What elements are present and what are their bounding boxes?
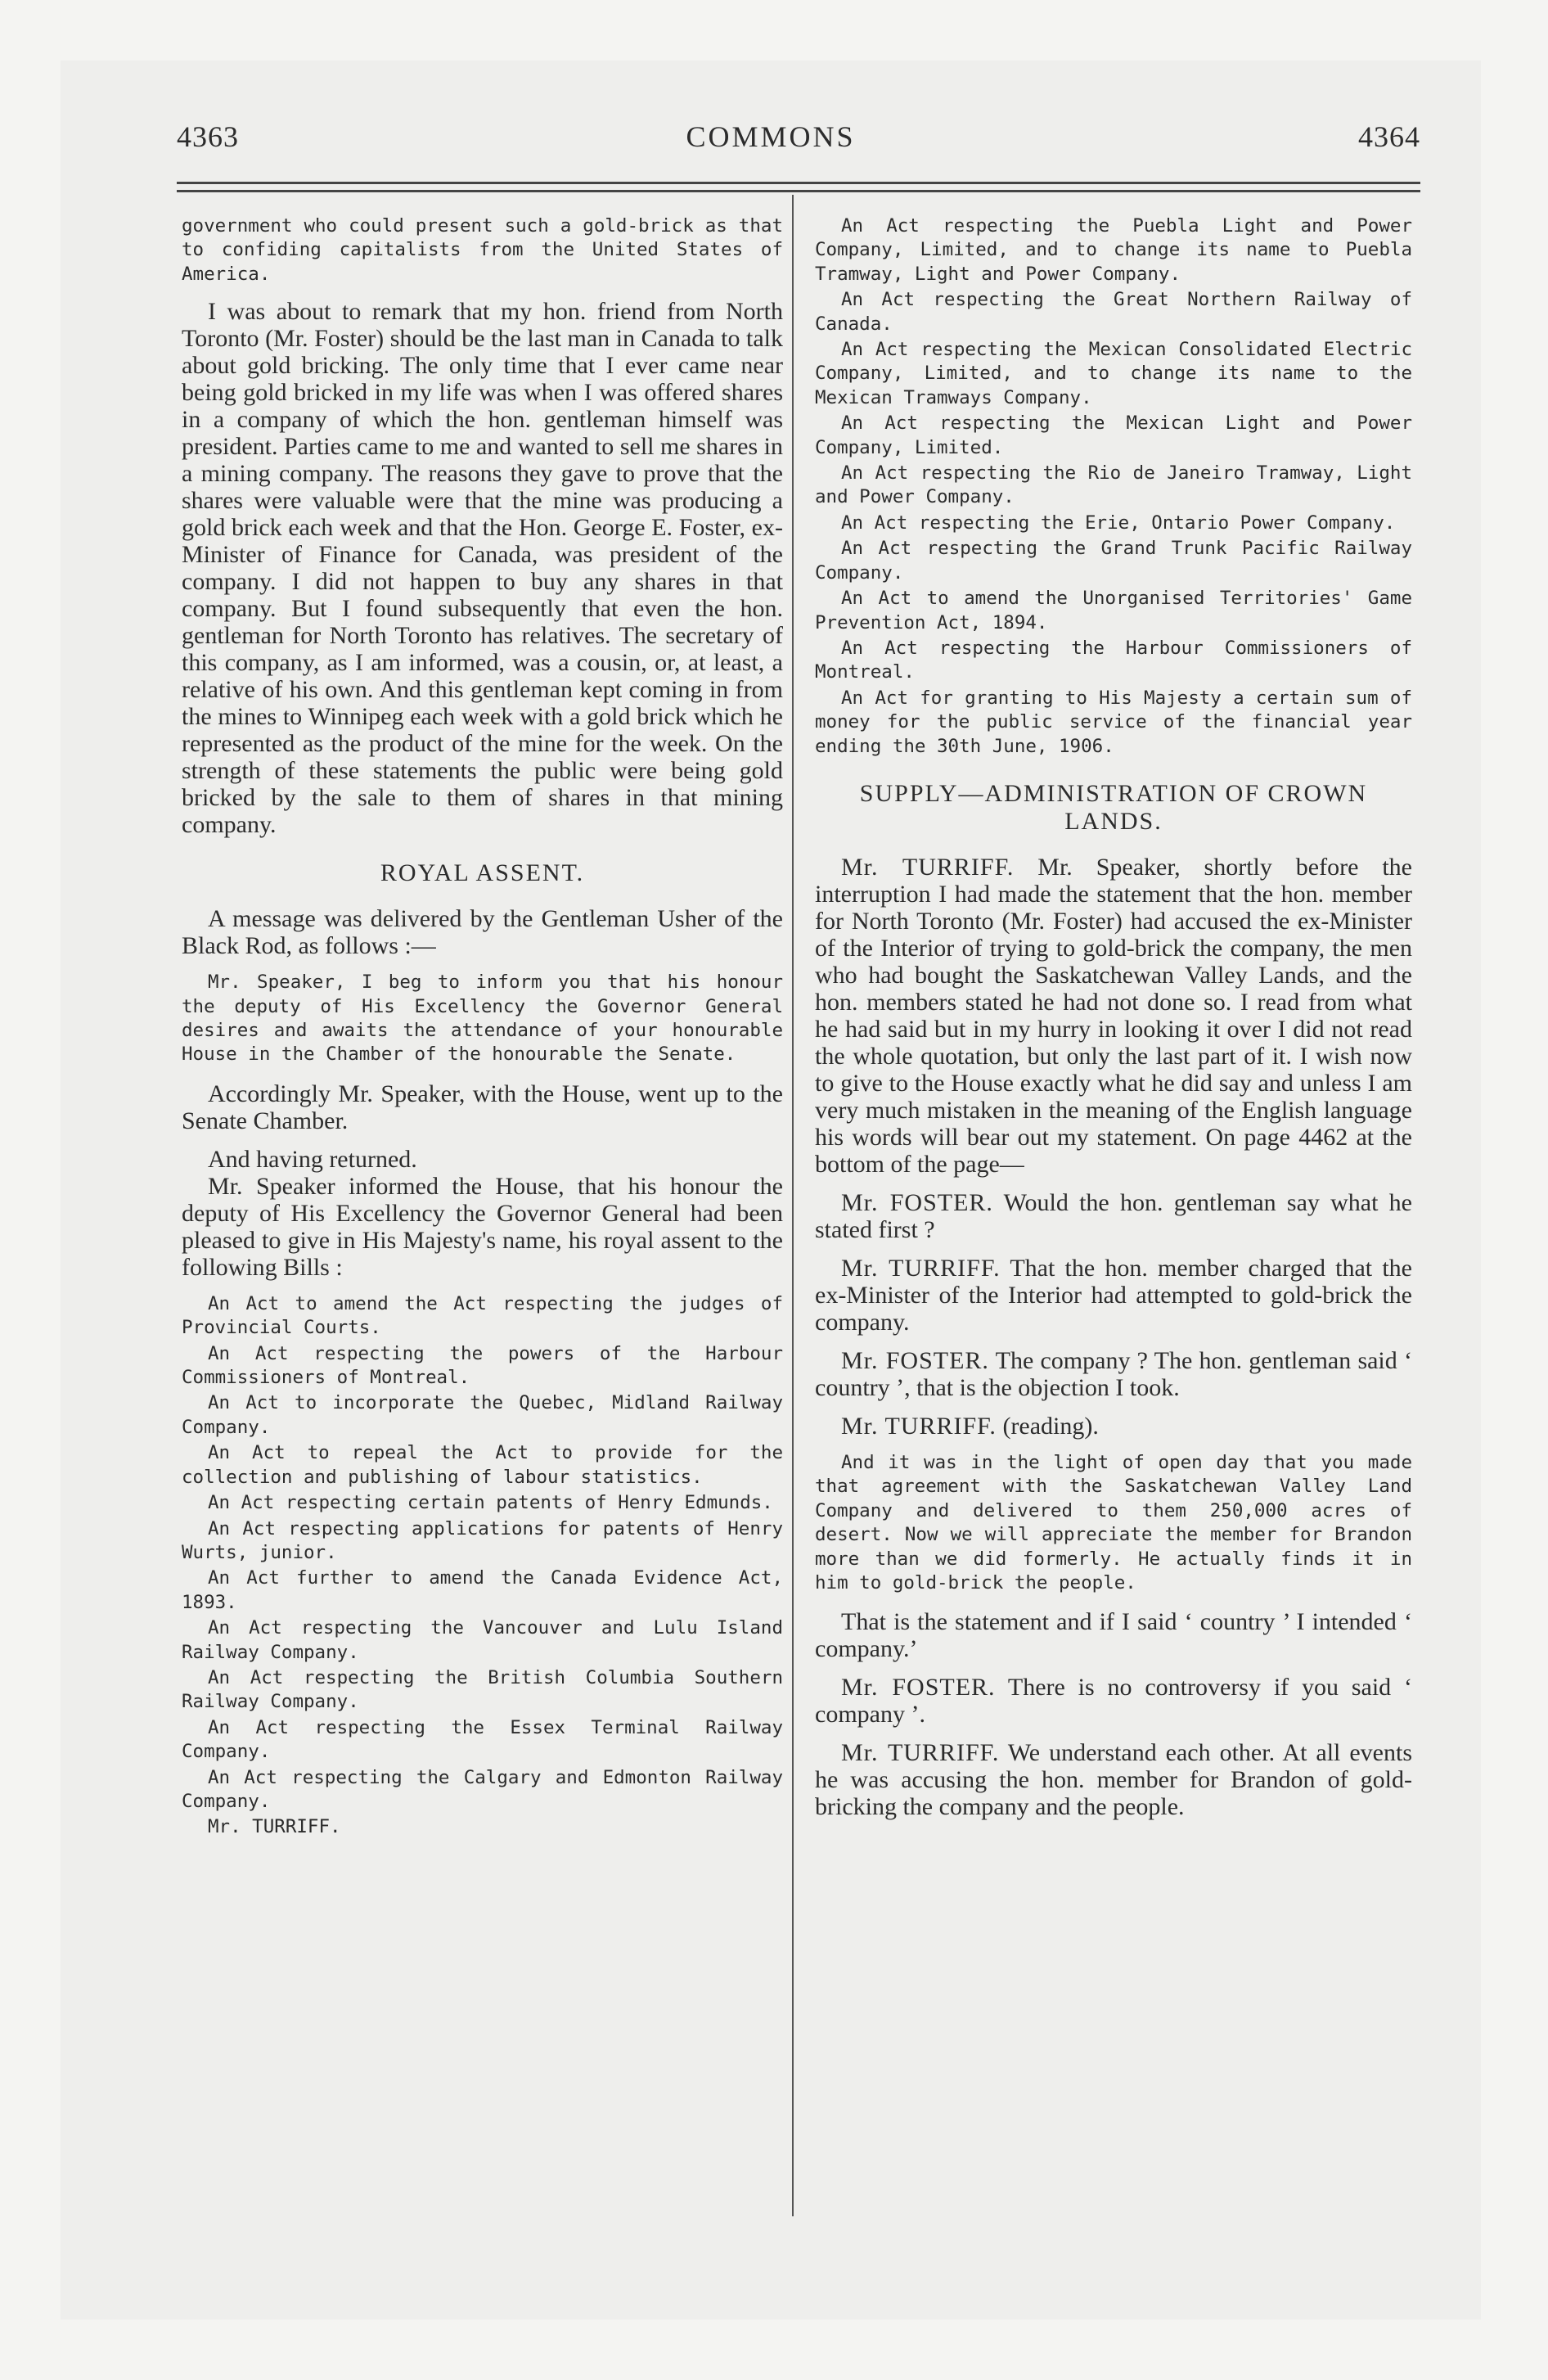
speech-text: Would the hon. gentleman say what he stated first ? [815,1188,1412,1243]
speaker-name: Mr. TURRIFF. [841,1254,1001,1282]
speech-text: There is no controversy if you said ‘ company ’. [815,1674,1412,1729]
bill-item: An Act respecting the Great Northern Railway of Canada. [815,289,1412,335]
speech-text: (reading). [1002,1412,1099,1440]
bill-item: An Act respecting the Mexican Consolidated Electric Company, Limited, and to change its name to the Mexican Tramways Company. [815,339,1412,408]
running-title: COMMONS [686,120,856,153]
speaker-name: Mr. FOSTER. [841,1188,993,1216]
speech-text: That the hon. member charged that the ex-Minister of the Interior had attempted to gold-brick the company. [815,1254,1412,1336]
speech-text: Mr. Speaker, shortly before the interruption I had made the statement that the hon. member for North Toronto (Mr. Foster) had accused the ex-Minister of the Interior of trying to gold-brick the company, the men who had bought the Saskatchewan Valley Lands, and the hon. members stated he had not done so. I read from what he had said but in my hurry in looking it over I did not read the whole quotation, but only the last part of it. I wish now to give to the House exactly what he did say and unless I am very much mistaken in the meaning of the English language his words will bear out my statement. On page 4462 at the bottom of the page— [815,853,1412,1178]
bill-item: An Act respecting the Erie, Ontario Power Company. [841,512,1396,534]
procedure-paragraph: And having returned. [208,1145,417,1173]
bill-item: An Act respecting the Grand Trunk Pacific Railway Company. [815,538,1412,584]
speech-paragraph [815,1347,1412,1401]
page-header [61,119,1481,160]
black-rod-message: Mr. Speaker, I beg to inform you that his honour the deputy of His Excellency the Governor General desires and awaits the attendance of your honourable House in the Chamber of the honourable the Senate. [182,971,783,1066]
header-rule-bottom [177,190,1420,192]
page-number-right: 4364 [1358,120,1420,153]
bill-item: An Act to amend the Unorganised Territories' Game Prevention Act, 1894. [815,588,1412,633]
procedure-paragraph: Mr. Speaker informed the House, that his honour the deputy of His Excellency the Governor General had been pleased to give in His Majesty's name, his royal assent to the following Bills : [182,1172,783,1281]
message-intro: A message was delivered by the Gentleman Usher of the Black Rod, as follows :— [182,905,783,960]
speech-paragraph: I was about to remark that my hon. friend from North Toronto (Mr. Foster) should be the last man in Canada to talk about gold bricking. The only time that I ever came near being gold bricked in my life was when I was offered shares in a company of which the hon. gentleman himself was president. Parties came to me and wanted to sell me shares in a mining company. The reasons they gave to prove that the shares were valuable were that the mine was producing a gold brick each week and that the Hon. George E. Foster, ex-Minister of Finance for Canada, was president of the company. I did not happen to buy any shares in that company. But I found subsequently that even the hon. gentleman for North Toronto has relatives. The secretary of this company, as I am informed, was a cousin, or, at least, a relative of his own. And this gentleman kept coming in from the mines to Winnipeg each week with a gold brick which he represented as the product of the mine for the week. On the strength of these statements the public were being gold bricked by the sale to them of shares in that mining company. [182,298,783,839]
speaker-name: Mr. FOSTER. [841,1346,989,1374]
bill-item: An Act respecting the Essex Terminal Railway Company. [182,1716,783,1763]
bill-item: An Act to incorporate the Quebec, Midland Railway Company. [182,1392,783,1438]
right-column [815,214,1412,1832]
page-scan [61,61,1481,2319]
bill-list [182,1292,783,1840]
header-rule-top [177,182,1420,184]
bill-item: An Act respecting the Vancouver and Lulu Island Railway Company. [182,1617,783,1663]
bill-item: An Act respecting applications for patents of Henry Wurts, junior. [182,1517,783,1563]
bill-item: An Act respecting the powers of the Harbour Commissioners of Montreal. [182,1342,783,1389]
speech-paragraph [815,854,1412,1178]
page-number-left: 4363 [177,120,239,153]
continued-paragraph: government who could present such a gold-brick as that to confiding capitalists from the United States of America. [182,215,783,285]
speaker-name: Mr. TURRIFF. [841,853,1015,881]
bill-item: An Act respecting the Harbour Commissioners of Montreal. [815,637,1412,683]
speech-text: We understand each other. At all events he was accusing the hon. member for Brandon of gold-bricking the company and the people. [815,1739,1412,1821]
speech-paragraph [815,1413,1412,1440]
bill-item: An Act respecting the Mexican Light and Power Company, Limited. [815,412,1412,458]
bill-item: An Act respecting the British Columbia Southern Railway Company. [182,1666,783,1713]
section-heading-royal-assent: ROYAL ASSENT. [380,859,585,887]
speaker-name: Mr. TURRIFF. [841,1412,997,1440]
bill-list [815,214,1412,759]
speech-paragraph [815,1255,1412,1336]
bill-item: An Act further to amend the Canada Evidence Act, 1893. [182,1567,783,1613]
bill-item: An Act respecting the Calgary and Edmonton Railway Company. [182,1766,783,1812]
speaker-name: Mr. TURRIFF. [841,1739,1000,1767]
bill-item: An Act for granting to His Majesty a certain sum of money for the public service of the financial year ending the 30th June, 1906. [815,687,1412,757]
speaker-line: Mr. TURRIFF. [208,1816,341,1838]
procedure-paragraph: Accordingly Mr. Speaker, with the House, went up to the Senate Chamber. [182,1080,783,1134]
section-heading-supply: SUPPLY—ADMINISTRATION OF CROWN LANDS. [859,779,1368,835]
speech-paragraph [815,1674,1412,1728]
bill-item: An Act respecting certain patents of Henry Edmunds. [208,1492,773,1514]
bill-item: An Act to amend the Act respecting the judges of Provincial Courts. [182,1292,783,1339]
bill-item: An Act respecting the Rio de Janeiro Tramway, Light and Power Company. [815,462,1412,508]
left-column [182,214,783,1853]
column-divider [792,195,794,2216]
speaker-name: Mr. FOSTER. [841,1674,996,1702]
speech-paragraph [815,1189,1412,1243]
bill-item: An Act respecting the Puebla Light and Power Company, Limited, and to change its name to Puebla Tramway, Light and Power Company. [815,215,1412,285]
speech-paragraph: That is the statement and if I said ‘ country ’ I intended ‘ company.’ [815,1608,1412,1663]
bill-item: An Act to repeal the Act to provide for the collection and publishing of labour statistics. [182,1442,783,1488]
speech-text: The company ? The hon. gentleman said ‘ country ’, that is the objection I took. [815,1346,1412,1401]
quoted-passage: And it was in the light of open day that you made that agreement with the Saskatchewan Valley Land Company and delivered to them 250,000 acres of desert. Now we will appreciate the member for Brandon more than we did formerly. He actually finds it in him to gold-brick the people. [815,1451,1412,1593]
speech-paragraph [815,1739,1412,1820]
